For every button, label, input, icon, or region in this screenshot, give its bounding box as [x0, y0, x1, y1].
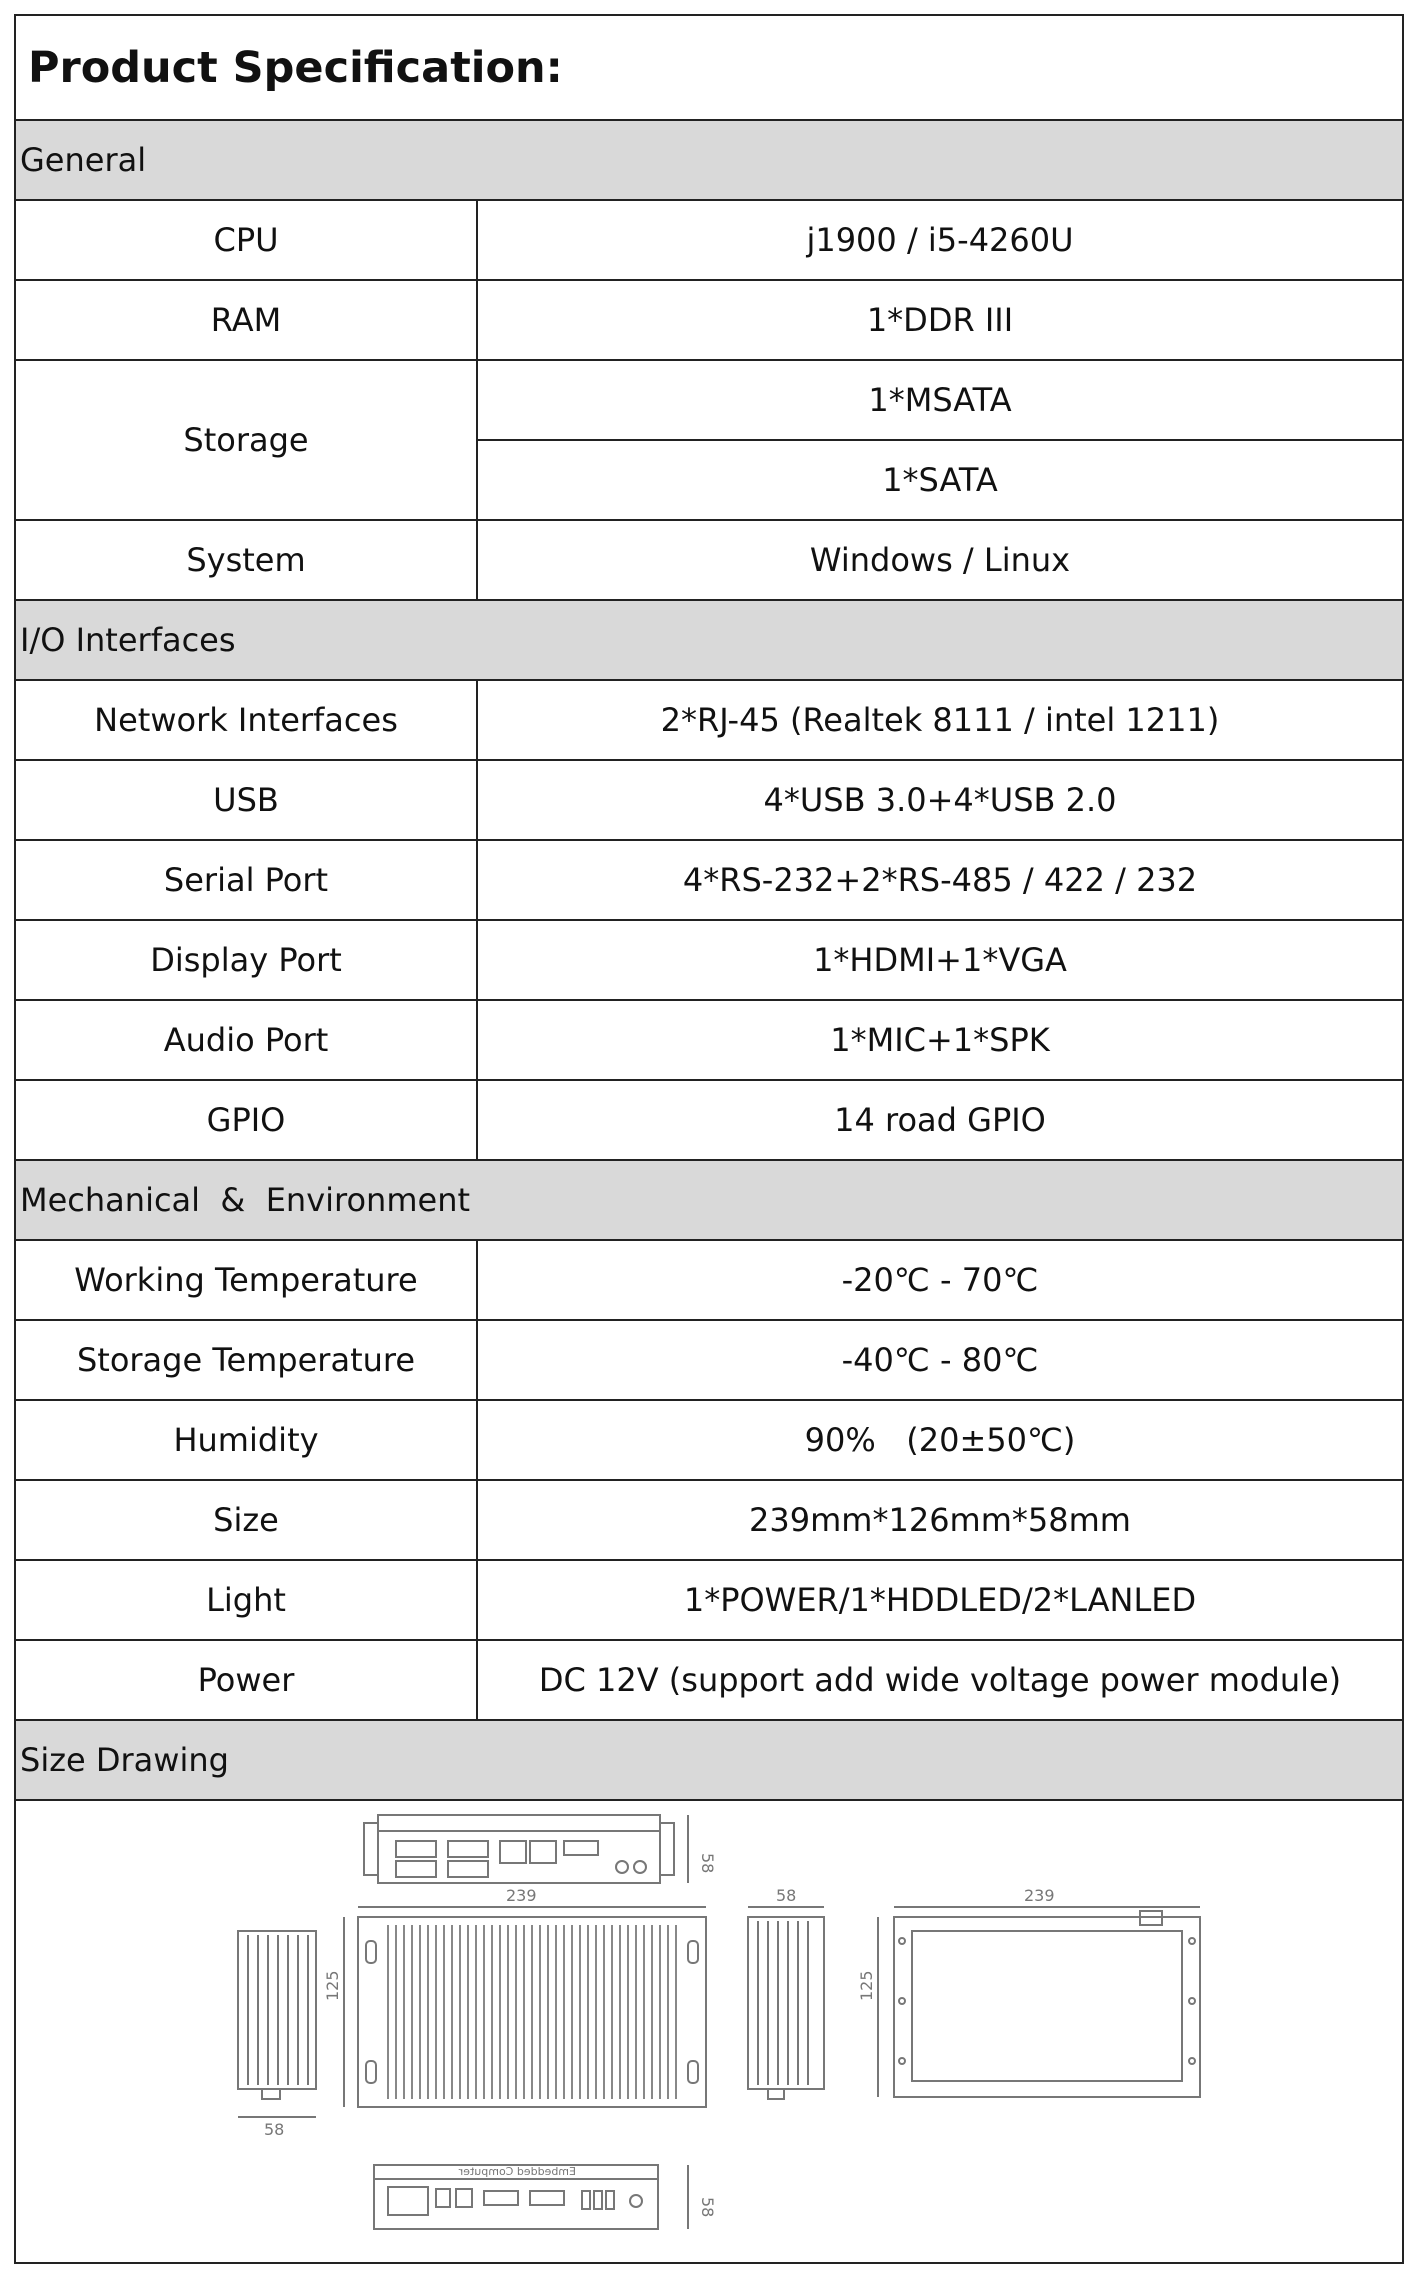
bottom-view-drawing: [857, 1886, 1200, 2097]
value-system: Windows / Linux: [809, 541, 1071, 579]
row-size: [16, 1481, 1402, 1561]
row-network: [16, 681, 1402, 761]
top-dim-width: 239: [506, 1886, 537, 1905]
row-power: [16, 1641, 1402, 1721]
front-plate-text: Embedded Computer: [458, 2165, 576, 2178]
row-system: [16, 521, 1402, 601]
value-storage-msata: 1*MSATA: [868, 381, 1012, 419]
section-mechanical: Mechanical & Environment: [16, 1161, 1402, 1241]
section-general: General: [16, 121, 1402, 201]
row-light: [16, 1561, 1402, 1641]
left-side-drawing: [238, 1931, 316, 2139]
label-working-temperature: Working Temperature: [16, 1241, 478, 1319]
value-ram: 1*DDR III: [866, 301, 1014, 339]
value-network: 2*RJ-45 (Realtek 8111 / intel 1211): [660, 701, 1220, 739]
label-storage: Storage: [16, 361, 478, 519]
label-power: Power: [16, 1641, 478, 1719]
row-working-temperature: [16, 1241, 1402, 1321]
row-audio: [16, 1001, 1402, 1081]
size-drawing: [16, 1801, 1402, 2257]
bottom-dim-width: 239: [1024, 1886, 1055, 1905]
label-light: Light: [16, 1561, 478, 1639]
rear-view-drawing: [364, 1815, 717, 1883]
value-working-temperature: -20℃ - 70℃: [841, 1261, 1039, 1299]
front-dim-height: 58: [698, 2197, 717, 2218]
rear-dim-height: 58: [698, 1853, 717, 1874]
value-usb: 4*USB 3.0+4*USB 2.0: [763, 781, 1117, 819]
value-light: 1*POWER/1*HDDLED/2*LANLED: [683, 1581, 1197, 1619]
front-view-drawing: [374, 2165, 717, 2229]
value-storage: [478, 361, 1402, 519]
technical-drawing-image: [16, 1801, 1402, 2257]
value-power: DC 12V (support add wide voltage power module): [538, 1661, 1342, 1699]
row-usb: [16, 761, 1402, 841]
row-storage: [16, 361, 1402, 521]
value-audio: 1*MIC+1*SPK: [830, 1021, 1050, 1059]
label-gpio: GPIO: [16, 1081, 478, 1159]
value-gpio: 14 road GPIO: [834, 1101, 1046, 1139]
section-size-drawing: Size Drawing: [16, 1721, 1402, 1801]
top-dim-depth: 125: [323, 1970, 342, 2001]
label-display: Display Port: [16, 921, 478, 999]
row-storage-temperature: [16, 1321, 1402, 1401]
right-side-drawing: [748, 1886, 824, 2099]
value-cpu: j1900 / i5-4260U: [806, 221, 1074, 259]
row-cpu: [16, 201, 1402, 281]
label-serial: Serial Port: [16, 841, 478, 919]
value-storage-temperature: -40℃ - 80℃: [841, 1341, 1039, 1379]
label-size: Size: [16, 1481, 478, 1559]
label-storage-temperature: Storage Temperature: [16, 1321, 478, 1399]
value-storage-sata: 1*SATA: [478, 439, 1402, 519]
label-usb: USB: [16, 761, 478, 839]
page-title: Product Specification:: [16, 16, 1402, 121]
row-serial: [16, 841, 1402, 921]
label-network: Network Interfaces: [16, 681, 478, 759]
label-system: System: [16, 521, 478, 599]
value-serial: 4*RS-232+2*RS-485 / 422 / 232: [682, 861, 1198, 899]
label-humidity: Humidity: [16, 1401, 478, 1479]
label-cpu: CPU: [16, 201, 478, 279]
section-io: I/O Interfaces: [16, 601, 1402, 681]
top-view-drawing: [323, 1886, 706, 2107]
spec-table: [14, 14, 1404, 2264]
row-display: [16, 921, 1402, 1001]
label-ram: RAM: [16, 281, 478, 359]
row-gpio: [16, 1081, 1402, 1161]
value-humidity: 90% (20±50℃): [804, 1421, 1076, 1459]
row-ram: [16, 281, 1402, 361]
bottom-dim-depth: 125: [857, 1970, 876, 2001]
left-dim-width: 58: [264, 2120, 285, 2139]
value-display: 1*HDMI+1*VGA: [813, 941, 1067, 979]
value-size: 239mm*126mm*58mm: [749, 1501, 1131, 1539]
right-dim-width: 58: [776, 1886, 797, 1905]
row-humidity: [16, 1401, 1402, 1481]
label-audio: Audio Port: [16, 1001, 478, 1079]
